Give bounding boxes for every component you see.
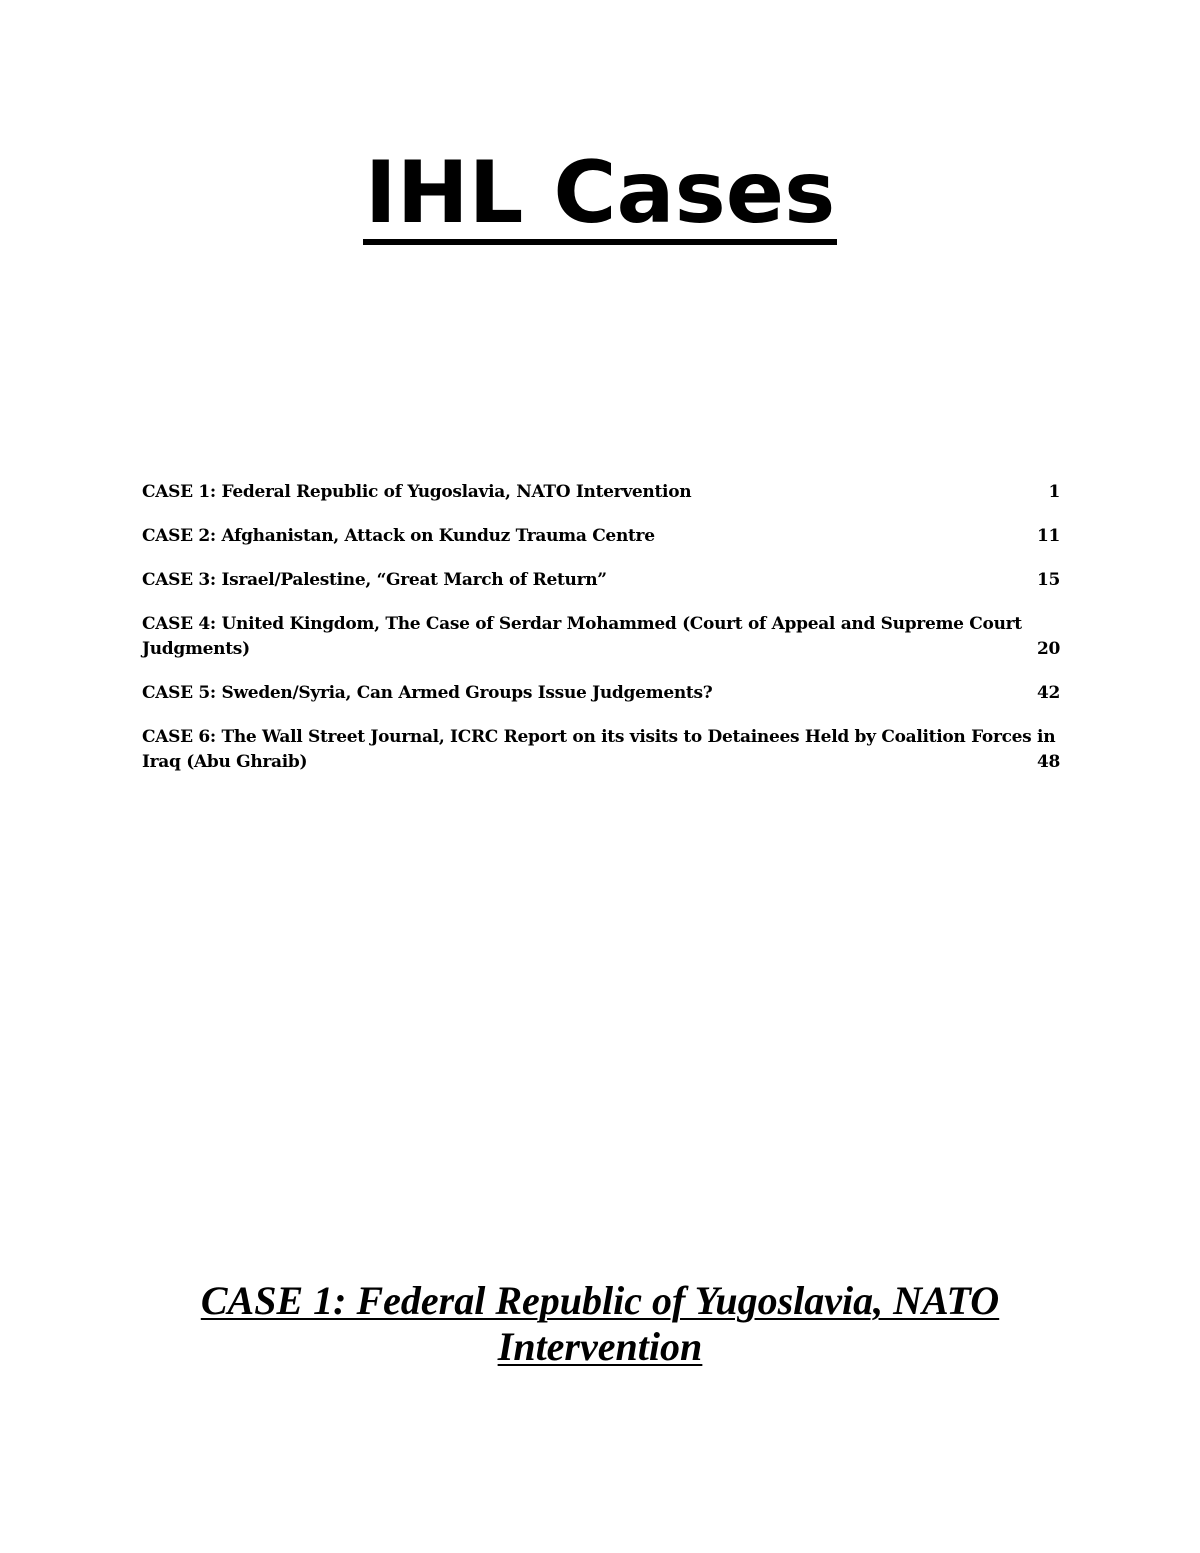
toc-entry-page-number: 1 bbox=[1048, 482, 1060, 502]
toc-entry-title: CASE 1: Federal Republic of Yugoslavia, NATO Intervention bbox=[142, 482, 692, 502]
table-of-contents bbox=[142, 480, 1060, 794]
toc-entry-case-1[interactable] bbox=[142, 480, 1060, 505]
toc-entry-case-4[interactable] bbox=[142, 612, 1060, 662]
toc-entry-case-6[interactable] bbox=[142, 725, 1060, 775]
toc-entry-title: CASE 2: Afghanistan, Attack on Kunduz Trauma Centre bbox=[142, 526, 655, 546]
toc-entry-page-number: 48 bbox=[1036, 752, 1060, 772]
toc-entry-case-5[interactable] bbox=[142, 681, 1060, 706]
toc-entry-case-2[interactable] bbox=[142, 524, 1060, 549]
toc-entry-case-3[interactable] bbox=[142, 568, 1060, 593]
toc-entry-page-number: 11 bbox=[1036, 526, 1060, 546]
toc-entry-title: CASE 3: Israel/Palestine, “Great March of Return” bbox=[142, 570, 607, 590]
document-title-text: IHL Cases bbox=[364, 143, 836, 243]
toc-entry-page-number: 15 bbox=[1036, 570, 1060, 590]
section-heading-case-1 bbox=[0, 1278, 1200, 1370]
toc-entry-page-number: 42 bbox=[1036, 683, 1060, 703]
toc-entry-title: CASE 4: United Kingdom, The Case of Serdar Mohammed (Court of Appeal and Supreme Court Judgments) bbox=[142, 614, 1022, 659]
toc-entry-page-number: 20 bbox=[1036, 639, 1060, 659]
section-heading-line-2: Intervention bbox=[497, 1324, 703, 1369]
toc-entry-title: CASE 6: The Wall Street Journal, ICRC Report on its visits to Detainees Held by Coalition Forces in Iraq (Abu Ghraib) bbox=[142, 727, 1056, 772]
toc-entry-title: CASE 5: Sweden/Syria, Can Armed Groups Issue Judgements? bbox=[142, 683, 713, 703]
section-heading-line-1: CASE 1: Federal Republic of Yugoslavia, NATO bbox=[200, 1278, 1000, 1323]
document-title bbox=[0, 138, 1200, 248]
